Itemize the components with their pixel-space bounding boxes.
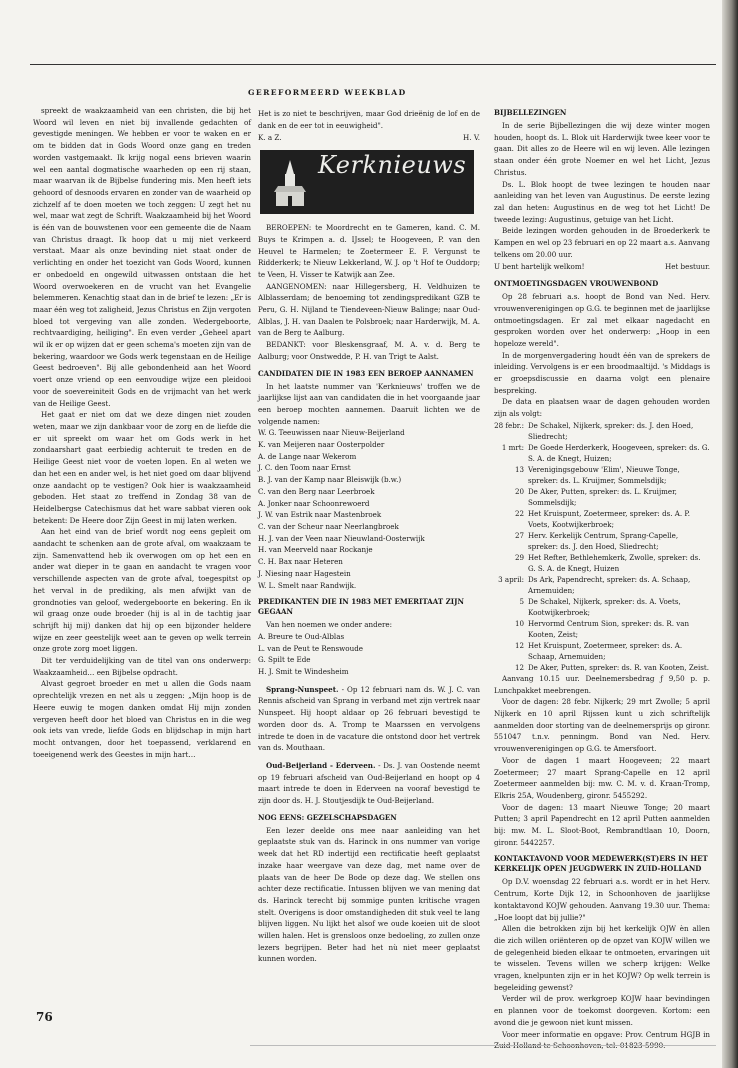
emeritus-entry: H. J. Smit te Windesheim <box>258 667 349 677</box>
schedule-date: 27 <box>514 530 524 540</box>
gezelschapsdagen-heading: NOG EENS: GEZELSCHAPSDAGEN <box>258 812 397 822</box>
schedule-date: 28 febr.: <box>494 420 524 430</box>
registration-paragraph: Voor de dagen: 28 febr. Nijkerk; 29 mrt Zwolle; 5 april Nijkerk en 10 april Rijssen kunt u zich schriftelijk aanmelden door storting van de deelnemersprijs op gironr. 551047 t.n.v. penningm. Bond van Ned. Herv. vrouwenverenigingen op G.G. te Amersfoort. <box>494 697 710 754</box>
news-paragraph: BEDANKT: voor Bleskensgraaf, M. A. v. d. Berg te Aalburg; voor Onstwedde, P. H. van Trigt te Aalst. <box>258 340 480 361</box>
page-edge-shadow <box>722 0 738 1068</box>
ontmoetingsdagen-heading: ONTMOETINGSDAGEN VROUWENBOND <box>494 279 659 289</box>
ontmoetingsdagen-registration <box>494 673 710 849</box>
sprang-item <box>258 684 480 754</box>
candidates-heading: CANDIDATEN DIE IN 1983 EEN BEROEP AANNAMEN <box>258 368 474 378</box>
schedule-row <box>494 552 710 574</box>
article-paragraph: Alvast gegroet broeder en met u allen die Gods naam oprechtelijk vrezen en net als u zeggen: „Mijn hoop is de Heere euwig te mogen danken omdat Hij mijn zonden vergeven heeft door het bloed van Christus en in die weg ook iets van vrede, liefde Gods en blijdschap in mijn hart mocht ontvangen, door het toepassend, verklarend en toeeigenend werk des Geestes in mijn hart… <box>33 679 251 759</box>
schedule-row <box>494 464 710 486</box>
candidate-entry: H. van Meerveld naar Rockanje <box>258 545 373 555</box>
emeritus-list <box>258 631 480 678</box>
candidate-entry: K. van Meijeren naar Oosterpolder <box>258 440 385 450</box>
kerknieuws-banner <box>260 150 474 214</box>
candidate-entry: C. H. Bax naar Heteren <box>258 557 343 567</box>
schedule-row <box>494 640 710 662</box>
article-paragraph: spreekt de waakzaamheid van een christen, die bij het Woord wil leven en niet bij invallende gedachten of gevestigde meningen. We hebben er voor te waken en er om te bidden dat in Gods Woord onze gang en treden worden vastgemaakt. Ik krijg nogal eens brieven waarin wel een aantal dogmatische waarheden op een rij staan, maar waarvan ik de Bijbelse fundering mis. Men heeft iets gehoord of desnoods ervaren en zonder van de waarheid op zichzelf af te doen moeten we toch zeggen: U zegt het nu wel, maar wat zegt de Schrift. Waakzaamheid bij het Woord is één van de bouwstenen voor een gemeente die de Naam van Christus draagt. Ik hoop dat u mij niet verkeerd verstaat. Maar als onze bevinding niet staat onder de verlichting en onder het toezicht van Gods Woord, kunnen er onbedoeld en ongewild uitwassen ontstaan die het Woord overwoekeren en de vrucht van het Evangelie belemmeren. Kenachtig staat dan in de brief te lezen: „Er is maar één weg tot zaligheid, Jezus Christus en Zijn vergoten bloed tot vergeving van alle zonden. Wedergeboorte, rechtvaardiging, heiliging". En even verder „Geheel apart wil ik er op wijzen dat er geen schema's moeten zijn van de bekering, waardoor we Gods werk tegenstaan en de Heilige Geest bedroeven". Bij alle gebondenheid aan het Woord voert onze vriend op een eenvoudige wijze een pleidooi voor de soevereiniteit Gods en de vrijmacht van het werk van de Heilige Geest. <box>33 106 251 408</box>
schedule-location: Hervormd Centrum Sion, spreker: ds. R. van Kooten, Zeist; <box>528 618 690 639</box>
schedule-row <box>494 420 710 442</box>
gezelschapsdagen-text: Een lezer deelde ons mee naar aanleiding van het geplaatste stuk van ds. Harinck in ons nummer van vorige week dat het RD indertijd een rectificatie heeft geplaatst inzake haar weergave van deze dag, met name over de plaats van de heer De Bode op deze dag. We stellen ons achter deze rectificatie. Intussen blijven we van mening dat ds. Harinck terecht bij sommige punten kritische vragen stelt. Overigens is door omstandigheden dit stuk veel te lang blijven liggen. Nu lijkt het alsof we oude koeien uit de sloot willen halen. Het is grensloos onze bedoeling, zo zullen onze lezers begrijpen. Beter had het nù niet meer geplaatst kunnen worden. <box>258 825 480 964</box>
candidates-list <box>258 427 480 591</box>
schedule-location: De Schakel, Nijkerk, spreker: ds. J. den Hoed, Sliedrecht; <box>528 420 694 441</box>
emeritus-entry: G. Spilt te Ede <box>258 655 311 665</box>
news-list <box>258 222 480 362</box>
news-paragraph: BEROEPEN: te Moordrecht en te Gameren, kand. C. M. Buys te Krimpen a. d. IJssel; te Hoogeveen, P. van den Heuvel te Harmelen; te Zoetermeer E. F. Vergunst te Ridderkerk; te Nieuw Lekkerland, W. J. op 't Hof te Ouddorp; te Veen, H. Visser te Katwijk aan Zee. <box>258 223 480 279</box>
bijbellezingen-welcome: U bent hartelijk welkom! <box>494 262 585 272</box>
emeritus-intro: Van hen noemen we onder andere: <box>266 620 392 630</box>
article-paragraph: Het gaat er niet om dat we deze dingen niet zouden weten, maar we zijn dankbaar voor de zorg en de liefde die er uit spreekt om waar het om Gods werk in het zondaarshart gaat eerbiedig achteruit te treden en de Heilige Geest niet voor de voeten lopen. En al weten we dan het een en ander wel, is het niet goed om daar blijvend onze aandacht op te vestigen? Ook hier is waakzaamheid geboden. Het staat zo treffend in Zondag 38 van de Heidelbergse Catechismus dat het ware sabbat vieren ook betekent: De Heere door Zijn Geest in mij laten werken. <box>33 410 251 525</box>
schedule-table <box>494 420 710 673</box>
kontaktavond-paragraph: Verder wil de prov. werkgroep KOJW haar bevindingen en plannen voor de toekomst doorgeven. Kortom: een avond die je gewoon niet kunt missen. <box>494 994 710 1027</box>
schedule-date: 20 <box>514 486 524 496</box>
schedule-row <box>494 574 710 596</box>
emeritus-entry: A. Breure te Oud-Alblas <box>258 631 345 641</box>
closing-paragraph: Het is zo niet te beschrijven, maar God drieënig de lof en de dank en de eer tot in eeuwigheid". <box>258 109 480 130</box>
news-paragraph: AANGENOMEN: naar Hillegersberg, H. Veldhuizen te Alblasserdam; de benoeming tot zendingspredikant GZB te Peru, G. H. Nijland te Tiendeveen-Nieuw Balinge; naar Oud-Alblas, J. H. van Daalen te Polsbroek; naar Harderwijk, M. A. van de Berg te Aalburg. <box>258 281 480 338</box>
bijbellezingen-paragraph: Beide lezingen worden gehouden in de Broederkerk te Kampen en wel op 23 februari en op 22 maart a.s. Aanvang telkens om 20.00 uur. <box>494 226 710 259</box>
footer-rule <box>250 1045 716 1046</box>
church-icon <box>268 158 312 208</box>
candidate-entry: A. de Lange naar Wekerom <box>258 451 357 461</box>
schedule-location: De Aker, Putten, spreker: ds. R. van Kooten, Zeist. <box>528 662 710 672</box>
schedule-location: Het Kruispunt, Zoetermeer, spreker: ds. A. Schaap, Arnemuiden; <box>528 640 683 661</box>
kontaktavond-heading: KONTAKTAVOND VOOR MEDEWERK(ST)ERS IN HET KERKELIJK OPEN JEUGDWERK IN ZUID-HOLLAND <box>494 854 708 874</box>
bijbellezingen-heading: BIJBELLEZINGEN <box>494 108 567 117</box>
oud-beijerland-text: - Ds. J. van Oostende neemt op 19 februari afscheid van Oud-Beijerland en hoopt op 4 maart intrede te doen in Ederveen na vooraf bevestigd te zijn door ds. H. J. Stoutjesdijk te Oud-Beijerland. <box>258 760 480 806</box>
schedule-date: 12 <box>514 662 524 672</box>
schedule-location: De Goede Herderkerk, Hoogeveen, spreker: ds. G. S. A. de Knegt, Huizen; <box>528 442 710 463</box>
masthead: GEREFORMEERD WEEKBLAD <box>248 88 407 97</box>
candidate-entry: H. J. van der Veen naar Nieuwland-Oosterwijk <box>258 533 425 543</box>
schedule-location: Verenigingsgebouw 'Elim', Nieuwe Tonge, spreker: ds. L. Kruijmer, Sommelsdijk; <box>528 464 680 485</box>
kontaktavond-paragraph: Allen die betrokken zijn bij het kerkelijk OJW èn allen die zich willen oriënteren op de opzet van KOJW willen we de gelegenheid bieden elkaar te ontmoeten, ervaringen uit te wisselen. Tevens willen we scherp krijgen: Welke vragen, knelpunten zijn er in het KOJW? Op welk terrein is begeleiding gewenst? <box>494 924 710 992</box>
column-right <box>494 108 710 1052</box>
candidates-intro: In het laatste nummer van 'Kerknieuws' troffen we de jaarlijkse lijst aan van candidaten die in het voorgaande jaar een beroep mochten aannemen. Daaruit lichten we de volgende namen: <box>258 381 480 426</box>
schedule-date: 1 mrt: <box>501 442 524 452</box>
bijbellezingen-signature <box>494 261 710 273</box>
emeritus-heading: PREDIKANTEN DIE IN 1983 MET EMERITAAT ZIJN GEGAAN <box>258 597 464 617</box>
signature-right: H. V. <box>463 133 480 143</box>
schedule-row <box>494 442 710 464</box>
schedule-row <box>494 618 710 640</box>
schedule-row <box>494 662 710 673</box>
kontaktavond-paragraph: Op D.V. woensdag 22 februari a.s. wordt er in het Herv. Centrum, Korte Dijk 12, in Schoonhoven de jaarlijkse kontaktavond KOJW gehouden. Aanvang 19.30 uur. Thema: „Hoe loopt dat bij jullie?" <box>494 877 710 922</box>
candidate-entry: A. Jonker naar Schoonrewoerd <box>258 498 370 508</box>
signature-line <box>258 132 480 144</box>
schedule-location: De Aker, Putten, spreker: ds. L. Kruijmer, Sommelsdijk; <box>528 486 677 507</box>
emeritus-entry: L. van de Peut te Renswoude <box>258 643 363 653</box>
candidate-entry: J. W. van Estrik naar Mastenbroek <box>258 510 382 520</box>
schedule-row <box>494 508 710 530</box>
schedule-date: 5 <box>519 596 524 606</box>
candidate-entry: J. C. den Toom naar Ernst <box>258 463 351 473</box>
page-number: 76 <box>36 1010 53 1024</box>
article-paragraph: Aan het eind van de brief wordt nog eens gepleit om aandacht te schenken aan de grote afval, om waakzaam te zijn. Samenvattend heb ik overwogen om op het een en ander wat dieper in te gaan en aandacht te vragen voor verschillende aspecten van de grote afval, toegespitst op het verval in de prediking, als men afwijkt van de grondnoties van geloof, wedergeboorte en bekering. En ik wil graag onze oude broeder (hij is al in de tachtig jaar schrijft hij mij) danken dat hij op een bijzonder heldere wijze en zeer geestelijk weet aan te geven op welk terrein onze grote zorg moet liggen. <box>33 527 251 654</box>
column-middle <box>258 108 480 965</box>
schedule-row <box>494 596 710 618</box>
bijbellezingen-board: Het bestuur. <box>664 262 710 272</box>
schedule-location: Ds Ark, Papendrecht, spreker: ds. A. Schaap, Arnemuiden; <box>528 574 691 595</box>
candidate-entry: J. Niesing naar Hagestein <box>258 568 351 578</box>
registration-paragraph: Voor de dagen: 13 maart Nieuwe Tonge; 20 maart Putten; 3 april Papendrecht en 12 april Putten aanmelden bij: mw. M. L. Sloot-Boot, Rembrandtlaan 10, Doorn, gironr. 5442257. <box>494 802 710 847</box>
schedule-location: Het Kruispunt, Zoetermeer, spreker: ds. A. P. Voets, Kootwijkerbroek; <box>528 508 690 529</box>
schedule-date: 10 <box>514 618 524 628</box>
oud-beijerland-title: Oud-Beijerland - Ederveen. <box>266 760 376 770</box>
schedule-location: Herv. Kerkelijk Centrum, Sprang-Capelle, spreker: ds. J. den Hoed, Sliedrecht; <box>528 530 679 551</box>
schedule-location: Het Refter, Bethlehemkerk, Zwolle, spreker: ds. G. S. A. de Knegt, Huizen <box>528 552 701 573</box>
schedule-date: 29 <box>514 552 524 562</box>
banner-title: Kerknieuws <box>318 151 467 180</box>
candidate-entry: C. van den Berg naar Leerbroek <box>258 486 375 496</box>
article-paragraph: Dit ter verduidelijking van de titel van ons onderwerp: Waakzaamheid… een Bijbelse opdracht. <box>33 656 251 677</box>
candidate-entry: B. J. van der Kamp naar Bleiswijk (b.w.) <box>258 475 402 485</box>
signature-left: K. a Z. <box>258 133 282 143</box>
candidate-entry: W. G. Teeuwissen naar Nieuw-Beijerland <box>258 428 405 438</box>
kontaktavond-paragraph: Voor meer informatie en opgave: Prov. Centrum HGJB in <box>502 1029 710 1039</box>
ontmoetingsdagen-paragraph: Op 28 februari a.s. hoopt de Bond van Ned. Herv. vrouwenverenigingen op G.G. te beginnen met de jaarlijkse ontmoetingsdagen. Er zal met elkaar nagedacht en gesproken worden over het onderwerp: „Hoop in een hopeloze wereld". <box>494 292 710 348</box>
ontmoetingsdagen-body <box>494 291 710 420</box>
schedule-row <box>494 486 710 508</box>
bijbellezingen-paragraph: Ds. L. Blok hoopt de twee lezingen te houden naar aanleiding van het leven van Augustinus. De eerste lezing zal dan heten: Augustinus en de weg tot het Licht! De tweede lezing: Augustinus, getuige van het Licht. <box>494 179 710 224</box>
schedule-date: 12 <box>514 640 524 650</box>
oud-beijerland-item <box>258 760 480 807</box>
schedule-date: 13 <box>514 464 524 474</box>
bijbellezingen-body <box>494 120 710 260</box>
sprang-title: Sprang-Nunspeet. <box>266 684 339 694</box>
schedule-date: 22 <box>514 508 524 518</box>
schedule-row <box>494 530 710 552</box>
top-rule <box>30 64 716 65</box>
registration-paragraph: Aanvang 10.15 uur. Deelnemersbedrag ƒ 9,50 p. p. Lunchpakket meebrengen. <box>494 673 710 695</box>
sprang-text: - Op 12 februari nam ds. W. J. C. van Rennis afscheid van Sprang in verband met zijn vertrek naar Nunspeet. Hij hoopt aldaar op 26 februari bevestigd te worden door ds. A. Tromp te Maarssen en vervolgens intrede te doen in de vacature die ontstond door het vertrek van ds. Mouthaan. <box>258 684 480 753</box>
kontaktavond-body <box>494 876 710 1052</box>
schedule-date: 3 april: <box>498 574 524 584</box>
ontmoetingsdagen-paragraph: In de morgenvergadering houdt één van de sprekers de inleiding. Vervolgens is er een broodmaaltijd. 's Middags is er groepsdiscussie en daarna volgt een plenaire bespreking. <box>494 350 710 395</box>
candidate-entry: C. van der Scheur naar Neerlangbroek <box>258 521 399 531</box>
candidate-entry: W. L. Smelt naar Randwijk. <box>258 580 357 590</box>
schedule-location: De Schakel, Nijkerk, spreker: ds. A. Voets, Kootwijkerbroek; <box>528 596 681 617</box>
column-left <box>33 105 251 760</box>
bijbellezingen-paragraph: In de serie Bijbellezingen die wij deze winter mogen houden, hoopt ds. L. Blok uit Harderwijk twee keer voor te gaan. Dit alles zo de Heere wil en wij leven. Alle lezingen staan onder één grote Noemer en wel het Licht, Jezus Christus. <box>494 121 710 177</box>
ontmoetingsdagen-paragraph: De data en plaatsen waar de dagen gehouden worden zijn als volgt: <box>494 397 710 419</box>
registration-paragraph: Voor de dagen 1 maart Hoogeveen; 22 maart Zoetermeer; 27 maart Sprang-Capelle en 12 april Zoetermeer aanmelden bij: mw. C. M. v. d. Kraan-Tromp, Elkris 25A, Woudenberg, gironr. 5455292. <box>494 755 710 800</box>
